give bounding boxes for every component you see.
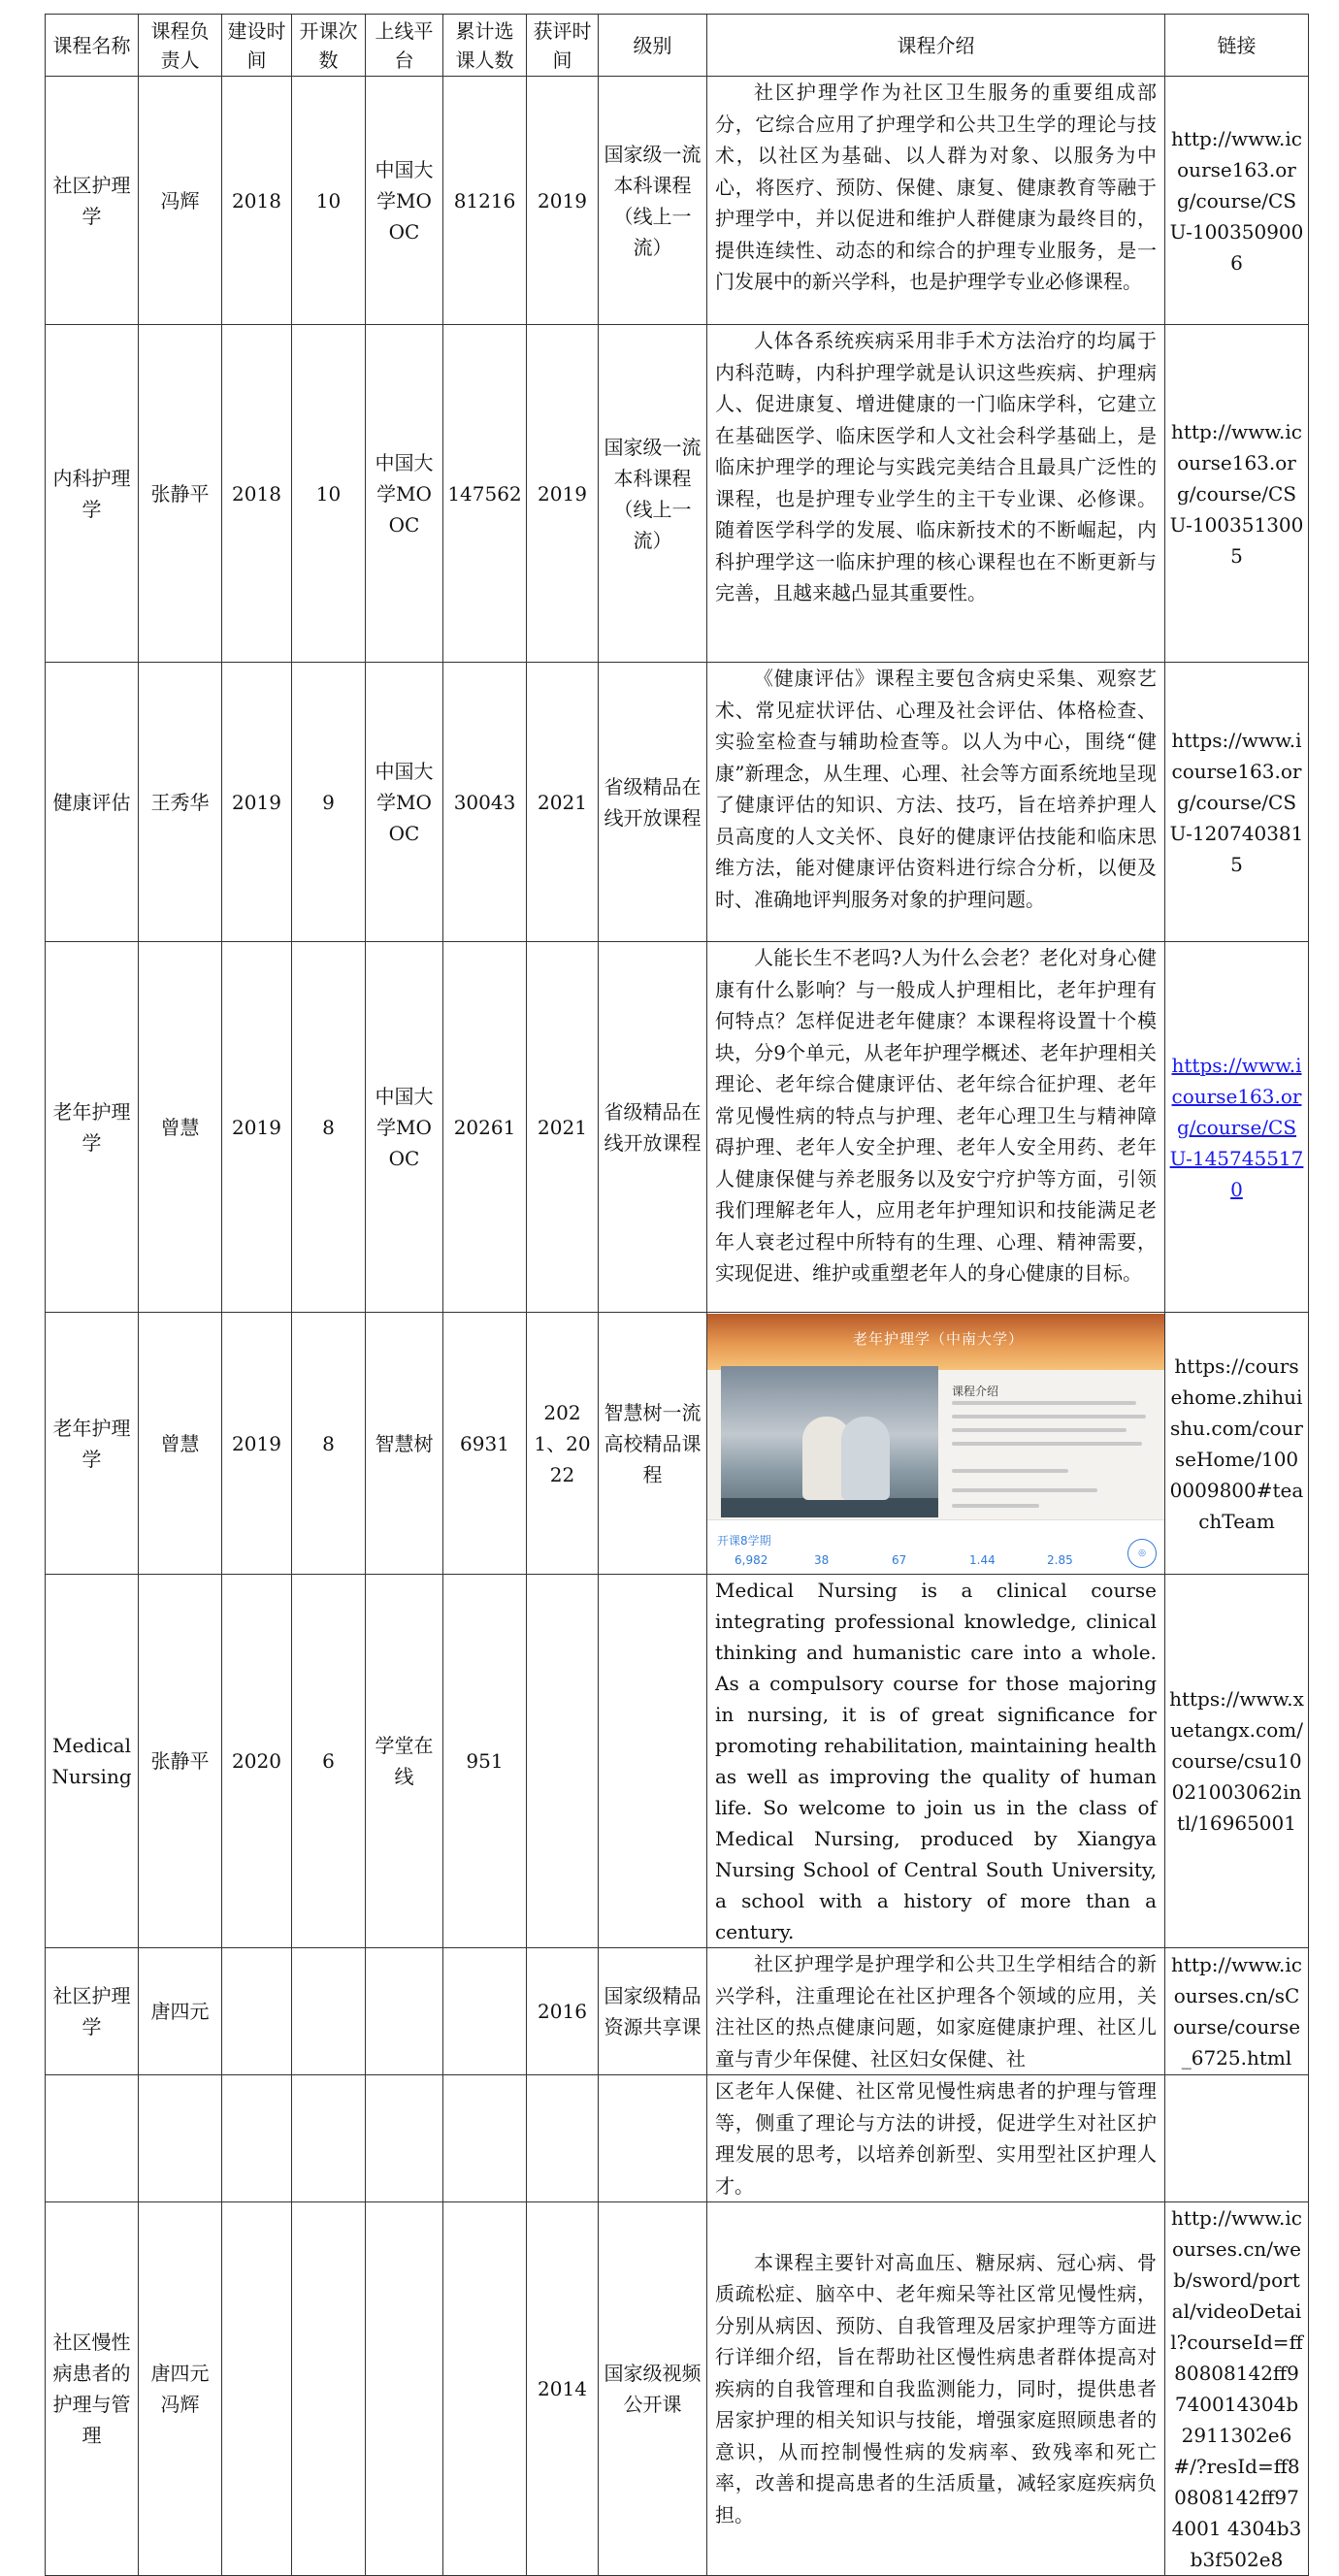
session-count: 9 — [292, 663, 366, 942]
session-count — [292, 2202, 366, 2576]
header-level: 级别 — [599, 15, 707, 77]
table-row — [46, 1948, 1309, 2075]
table-row — [46, 2202, 1309, 2576]
course-level: 国家级一流本科课程（线上一流） — [599, 77, 707, 325]
course-intro: Medical Nursing is a clinical course integrating professional knowledge, clinical thinking and humanistic care into a whole. As a compulsory course for those majoring in nursing, it is of great significance for promoting rehabilitation, maintaining health as well as improving the quality of human life. So welcome to join us in the class of Medical Nursing, produced by Xiangya Nursing School of Central South University, a school with a history of more than a century. — [707, 1575, 1165, 1948]
screenshot-stat: 67 — [892, 1552, 907, 1567]
photo-sea — [721, 1498, 938, 1517]
build-year: 2019 — [222, 1313, 292, 1575]
header-course-name: 课程名称 — [46, 15, 139, 77]
course-level: 国家级精品资源共享课 — [599, 1948, 707, 2075]
screenshot-frame — [707, 1314, 1164, 1574]
award-year: 2019 — [527, 325, 599, 663]
course-lead: 王秀华 — [139, 663, 222, 942]
course-name: 健康评估 — [46, 663, 139, 942]
award-year: 2021、2022 — [527, 1313, 599, 1575]
course-level: 国家级视频公开课 — [599, 2202, 707, 2576]
screenshot-stat: 1.44 — [969, 1552, 996, 1567]
platform: 学堂在线 — [366, 1575, 443, 1948]
platform: 中国大学MOOC — [366, 663, 443, 942]
session-count — [292, 1948, 366, 2075]
enrollment: 147562 — [443, 325, 527, 663]
enrollment: 81216 — [443, 77, 527, 325]
photo-person — [841, 1417, 890, 1500]
course-level: 国家级一流本科课程（线上一流） — [599, 325, 707, 663]
text-line — [952, 1415, 1146, 1418]
course-name: 老年护理学 — [46, 942, 139, 1313]
course-lead: 张静平 — [139, 1575, 222, 1948]
header-award-time: 获评时间 — [527, 15, 599, 77]
enrollment — [443, 2202, 527, 2576]
platform: 中国大学MOOC — [366, 325, 443, 663]
screenshot-stat: 6,982 — [735, 1552, 768, 1567]
text-line — [952, 1428, 1127, 1432]
course-link[interactable]: http://www.icourse163.org/course/CSU-1003509006 — [1165, 77, 1309, 325]
course-level — [599, 1575, 707, 1948]
course-level: 智慧树一流高校精品课程 — [599, 1313, 707, 1575]
table-row — [46, 1313, 1309, 1575]
screenshot-stat: 38 — [814, 1552, 830, 1567]
session-count: 8 — [292, 942, 366, 1313]
session-count: 8 — [292, 1313, 366, 1575]
empty-cell — [139, 2075, 222, 2202]
empty-cell — [443, 2075, 527, 2202]
build-year: 2019 — [222, 663, 292, 942]
course-lead: 张静平 — [139, 325, 222, 663]
empty-cell — [292, 2075, 366, 2202]
course-page-screenshot — [707, 1313, 1165, 1575]
platform: 中国大学MOOC — [366, 942, 443, 1313]
course-table — [45, 14, 1309, 2576]
course-link[interactable]: https://coursehome.zhihuishu.com/courseHome/1000009800#teachTeam — [1165, 1313, 1309, 1575]
course-link[interactable]: http://www.icourse163.org/course/CSU-1003513005 — [1165, 325, 1309, 663]
table-row — [46, 1575, 1309, 1948]
course-intro: 社区护理学是护理学和公共卫生学相结合的新兴学科，注重理论在社区护理各个领域的应用，关注社区的热点健康问题，如家庭健康护理、社区儿童与青少年保健、社区妇女保健、社 — [707, 1948, 1165, 2075]
course-lead: 唐四元 — [139, 1948, 222, 2075]
build-year: 2018 — [222, 325, 292, 663]
session-count: 10 — [292, 77, 366, 325]
course-link[interactable]: https://www.xuetangx.com/course/csu10021003062intl/16965001 — [1165, 1575, 1309, 1948]
enrollment: 951 — [443, 1575, 527, 1948]
build-year: 2020 — [222, 1575, 292, 1948]
header-intro: 课程介绍 — [707, 15, 1165, 77]
text-line — [952, 1401, 1136, 1405]
course-name: 老年护理学 — [46, 1313, 139, 1575]
header-link: 链接 — [1165, 15, 1309, 77]
course-name: 内科护理学 — [46, 325, 139, 663]
elderly-couple-photo — [721, 1366, 938, 1517]
platform: 智慧树 — [366, 1313, 443, 1575]
course-name: 社区慢性病患者的护理与管理 — [46, 2202, 139, 2576]
text-line — [952, 1504, 1039, 1508]
course-intro: 本课程主要针对高血压、糖尿病、冠心病、骨质疏松症、脑卒中、老年痴呆等社区常见慢性病，分别从病因、预防、自我管理及居家护理等方面进行详细介绍，旨在帮助社区慢性病患者群体提高对疾病的自我管理和自我监测能力，同时，提供患者居家护理的相关知识与技能，增强家庭照顾患者的意识，从而控制慢性病的发病率、致残率和死亡率，改善和提高患者的生活质量，减轻家庭疾病负担。 — [707, 2202, 1165, 2576]
table-row — [46, 77, 1309, 325]
empty-cell — [46, 2075, 139, 2202]
screenshot-banner-title: 老年护理学（中南大学） — [853, 1329, 1025, 1348]
course-intro-continued: 区老年人保健、社区常见慢性病患者的护理与管理等，侧重了理论与方法的讲授，促进学生对社区护理发展的思考，以培养创新型、实用型社区护理人才。 — [707, 2075, 1165, 2202]
header-row — [46, 15, 1309, 77]
text-line — [952, 1442, 1142, 1446]
session-count: 10 — [292, 325, 366, 663]
screenshot-badge-icon: ◎ — [1127, 1539, 1157, 1568]
build-year — [222, 2202, 292, 2576]
empty-cell — [222, 2075, 292, 2202]
header-course-lead: 课程负责人 — [139, 15, 222, 77]
text-line — [952, 1469, 1068, 1473]
course-lead: 唐四元冯辉 — [139, 2202, 222, 2576]
course-name: 社区护理学 — [46, 77, 139, 325]
screenshot-term-label: 开课8学期 — [717, 1533, 771, 1548]
table-row — [46, 2075, 1309, 2202]
award-year: 2021 — [527, 663, 599, 942]
course-name: 社区护理学 — [46, 1948, 139, 2075]
course-level: 省级精品在线开放课程 — [599, 942, 707, 1313]
platform: 中国大学MOOC — [366, 77, 443, 325]
empty-cell — [527, 2075, 599, 2202]
platform — [366, 1948, 443, 2075]
enrollment: 30043 — [443, 663, 527, 942]
award-year: 2019 — [527, 77, 599, 325]
award-year: 2014 — [527, 2202, 599, 2576]
enrollment: 20261 — [443, 942, 527, 1313]
empty-cell — [1165, 2075, 1309, 2202]
course-intro: 人能长生不老吗?人为什么会老？老化对身心健康有什么影响？与一般成人护理相比，老年护理有何特点？怎样促进老年健康？本课程将设置十个模块，分9个单元，从老年护理学概述、老年护理相关理论、老年综合健康评估、老年综合征护理、老年常见慢性病的特点与护理、老年心理卫生与精神障碍护理、老年人安全护理、老年人安全用药、老年人健康保健与养老服务以及安宁疗护等方面，引领我们理解老年人，应用老年护理知识和技能满足老年人衰老过程中所特有的生理、心理、精神需要，实现促进、维护或重塑老年人的身心健康的目标。 — [707, 942, 1165, 1313]
empty-cell — [599, 2075, 707, 2202]
header-session-count: 开课次数 — [292, 15, 366, 77]
course-intro: 《健康评估》课程主要包含病史采集、观察艺术、常见症状评估、心理及社会评估、体格检查、实验室检查与辅助检查等。以人为中心，围绕“健康”新理念，从生理、心理、社会等方面系统地呈现了健康评估的知识、方法、技巧，旨在培养护理人员高度的人文关怀、良好的健康评估技能和临床思维方法，能对健康评估资料进行综合分析，以便及时、准确地评判服务对象的护理问题。 — [707, 663, 1165, 942]
table-row — [46, 325, 1309, 663]
screenshot-info-title: 课程介绍 — [952, 1384, 999, 1398]
course-link[interactable]: http://www.icourses.cn/web/sword/portal/videoDetail?courseId=ff80808142ff9740014304b2911302e6#/?resId=ff80808142ff974001 4304b3b3f502e8 — [1165, 2202, 1309, 2576]
build-year: 2019 — [222, 942, 292, 1313]
course-link[interactable]: https://www.icourse163.org/course/CSU-1457455170 — [1165, 942, 1309, 1313]
screenshot-stats-bar — [707, 1519, 1164, 1574]
course-intro: 社区护理学作为社区卫生服务的重要组成部分，它综合应用了护理学和公共卫生学的理论与技术，以社区为基础、以人群为对象、以服务为中心，将医疗、预防、保健、康复、健康教育等融于护理学中，并以促进和维护人群健康为最终目的，提供连续性、动态的和综合的护理专业服务，是一门发展中的新兴学科，也是护理学专业必修课程。 — [707, 77, 1165, 325]
course-lead: 曾慧 — [139, 942, 222, 1313]
empty-cell — [366, 2075, 443, 2202]
session-count: 6 — [292, 1575, 366, 1948]
course-level: 省级精品在线开放课程 — [599, 663, 707, 942]
header-build-time: 建设时间 — [222, 15, 292, 77]
platform — [366, 2202, 443, 2576]
award-year: 2021 — [527, 942, 599, 1313]
award-year: 2016 — [527, 1948, 599, 2075]
course-link[interactable]: http://www.icourses.cn/sCourse/course_6725.html — [1165, 1948, 1309, 2075]
award-year — [527, 1575, 599, 1948]
course-lead: 曾慧 — [139, 1313, 222, 1575]
course-name: Medical Nursing — [46, 1575, 139, 1948]
table-row — [46, 942, 1309, 1313]
build-year — [222, 1948, 292, 2075]
course-lead: 冯辉 — [139, 77, 222, 325]
header-enrollment: 累计选课人数 — [443, 15, 527, 77]
table-row — [46, 663, 1309, 942]
enrollment: 6931 — [443, 1313, 527, 1575]
course-intro: 人体各系统疾病采用非手术方法治疗的均属于内科范畴，内科护理学就是认识这些疾病、护理病人、促进康复、增进健康的一门临床学科，它建立在基础医学、临床医学和人文社会科学基础上，是临床护理学的理论与实践完美结合且最具广泛性的课程，也是护理专业学生的主干专业课、必修课。随着医学科学的发展、临床新技术的不断崛起，内科护理学这一临床护理的核心课程也在不断更新与完善，且越来越凸显其重要性。 — [707, 325, 1165, 663]
header-platform: 上线平台 — [366, 15, 443, 77]
enrollment — [443, 1948, 527, 2075]
build-year: 2018 — [222, 77, 292, 325]
text-line — [952, 1488, 1097, 1492]
course-link[interactable]: https://www.icourse163.org/course/CSU-1207403815 — [1165, 663, 1309, 942]
screenshot-stat: 2.85 — [1047, 1552, 1073, 1567]
